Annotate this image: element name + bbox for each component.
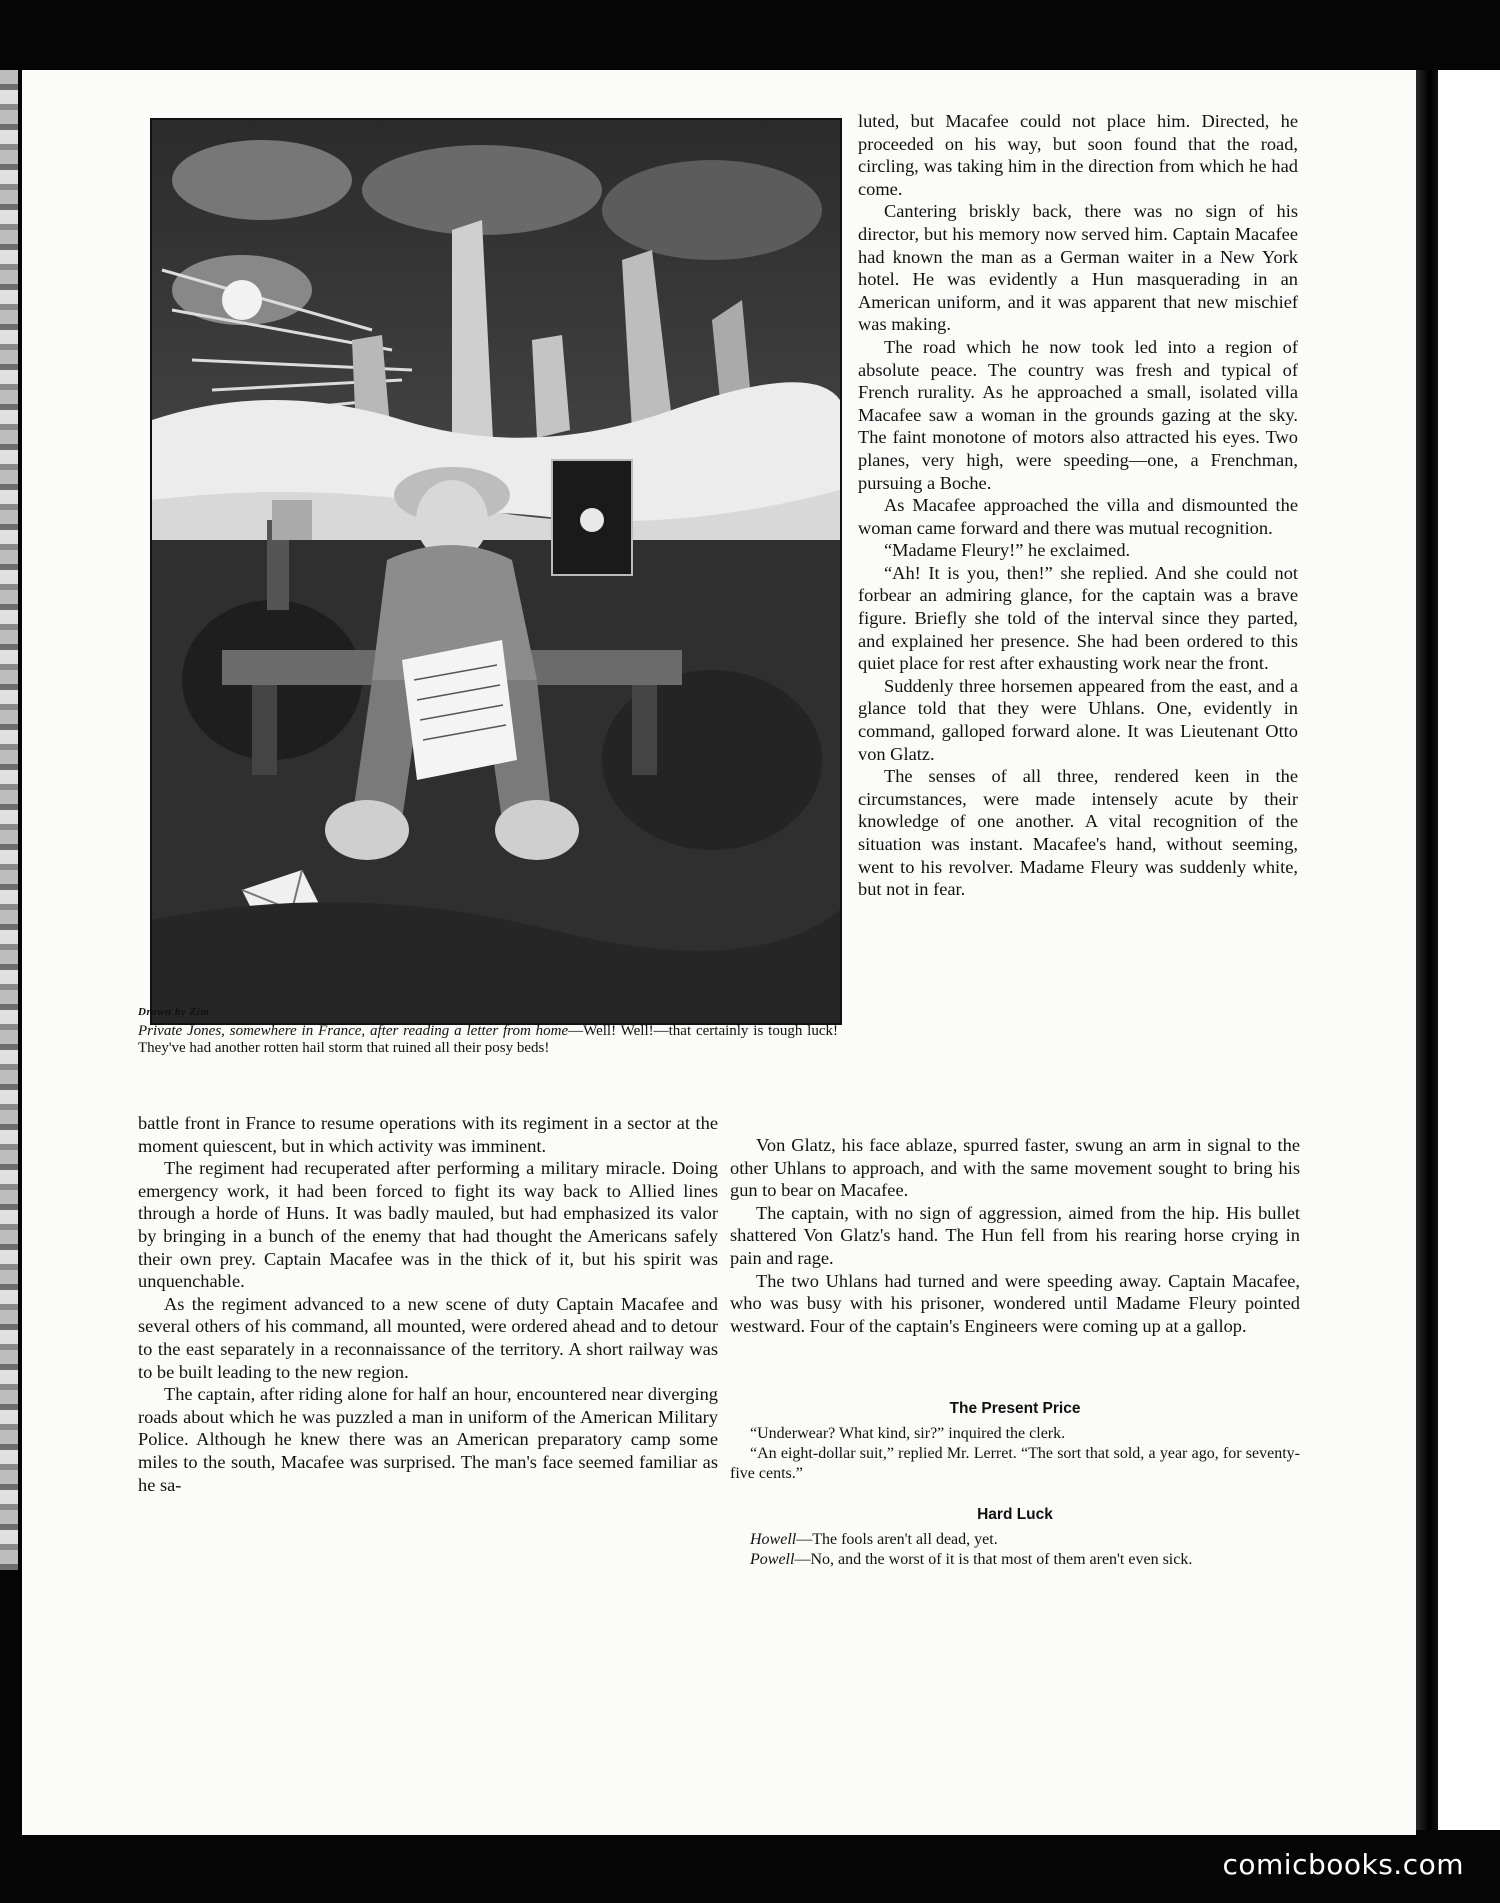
book-gutter <box>1416 70 1438 1830</box>
story-paragraph: The road which he now took led into a region of absolute peace. The country was fresh and typical of French rurality. As he approached a small, isolated villa Macafee saw a woman in the grounds gazing at the sky. The faint monotone of motors also attracted his eyes. Two planes, very high, were speeding—one, a Frenchman, pursuing a Boche. <box>858 336 1298 493</box>
story-paragraph: The senses of all three, rendered keen in the circumstances, were made intensely acute by their knowledge of one another. A vital recognition of the situation was instant. Macafee's hand, without seeming, went to his revolver. Madame Fleury was suddenly white, but not in fear. <box>858 766 1298 900</box>
story-paragraph: Von Glatz, his face ablaze, spurred faster, swung an arm in signal to the other Uhlans to approach, and with the same movement sought to bring his gun to bear on Macafee. <box>730 1135 1300 1201</box>
anecdote-title-hard-luck: Hard Luck <box>977 1506 1053 1523</box>
illustration-drawing <box>152 120 840 1023</box>
story-paragraph: “Ah! It is you, then!” she replied. And she could not forbear an admiring glance, for the captain was a brave figure. Briefly she told of the interval since they parted, and explained her presence. She had been ordered to this quiet place for rest after exhausting work near the front. <box>858 562 1298 674</box>
illustration-credit: Drawn by Zim <box>138 1006 210 1018</box>
story-paragraph: The two Uhlans had turned and were speeding away. Captain Macafee, who was busy with his prisoner, wondered until Madame Fleury pointed westward. Four of the captain's Engineers were coming up at a gallop. <box>730 1270 1300 1336</box>
dialogue-text: —No, and the worst of it is that most of them aren't even sick. <box>794 1551 1193 1568</box>
site-watermark: comicbooks.com <box>1222 1848 1464 1881</box>
caption-italic-part: Private Jones, somewhere in France, after reading a letter from home <box>138 1023 569 1039</box>
spacer <box>730 1484 1300 1506</box>
illustration-caption <box>138 1023 838 1057</box>
anecdote-line: “Underwear? What kind, sir?” inquired the clerk. <box>750 1425 1066 1442</box>
story-paragraph: The captain, after riding alone for half an hour, encountered near diverging roads about which he was puzzled a man in uniform of the American Military Police. Although he knew there was an American preparatory camp some miles to the south, Macafee was surprised. The man's face seemed familiar as he sa- <box>138 1384 718 1495</box>
speaker-name: Howell <box>750 1531 797 1548</box>
caption-text-part: —Well! Well!—that certainly is tough luck! They've had another rotten hail storm that ruined all their posy beds! <box>138 1023 838 1056</box>
anecdote-line: “An eight-dollar suit,” replied Mr. Lerret. “The sort that sold, a year ago, for seventy-five cents.” <box>730 1445 1300 1482</box>
anecdotes-section <box>730 1400 1300 1570</box>
story-paragraph: As the regiment advanced to a new scene of duty Captain Macafee and several others of his command, all mounted, were ordered ahead and to detour to the east separately in a reconnaissance of the territory. A short railway was to be built leading to the new region. <box>138 1293 718 1382</box>
story-paragraph: battle front in France to resume operations with its regiment in a sector at the moment quiescent, but in which activity was imminent. <box>138 1113 718 1156</box>
anecdote-line <box>730 1550 1300 1570</box>
story-paragraph: The captain, with no sign of aggression, aimed from the hip. His bullet shattered Von Glatz's hand. The Hun fell from his rearing horse crying in pain and rage. <box>730 1202 1300 1268</box>
story-paragraph: As Macafee approached the villa and dismounted the woman came forward and there was mutual recognition. <box>858 495 1298 538</box>
facing-page-edge <box>1438 70 1500 1830</box>
story-paragraph: Suddenly three horsemen appeared from the east, and a glance told that they were Uhlans. One, evidently in command, galloped forward alone. It was Lieutenant Otto von Glatz. <box>858 675 1298 764</box>
right-column-story-bottom <box>730 1134 1300 1337</box>
story-paragraph: luted, but Macafee could not place him. Directed, he proceeded on his way, but soon found that the road, circling, was taking him in the direction from which he had come. <box>858 111 1298 199</box>
story-paragraph: “Madame Fleury!” he exclaimed. <box>884 540 1131 561</box>
anecdote-title-present-price: The Present Price <box>949 1400 1081 1417</box>
left-column-story <box>138 1112 718 1496</box>
speaker-name: Powell <box>750 1551 795 1568</box>
illustration-soldier-reading-letter <box>150 118 842 1025</box>
scan-edge-strip <box>0 70 18 1570</box>
right-column-story-top <box>858 110 1298 901</box>
story-paragraph: Cantering briskly back, there was no sign of his director, but his memory now served him. Captain Macafee had known the man as a German waiter in a New York hotel. He was evidently a Hun masquerading in an American uniform, and it was apparent that new mischief was making. <box>858 201 1298 335</box>
anecdote-line <box>730 1530 1300 1550</box>
story-paragraph: The regiment had recuperated after performing a military miracle. Doing emergency work, it had been forced to fight its way back to Allied lines through a horde of Huns. It was badly mauled, but had emphasized its valor by bringing in a bunch of the enemy that had thought the Americans safely their own prey. Captain Macafee was in the thick of it, but his spirit was unquenchable. <box>138 1158 718 1292</box>
dialogue-text: —The fools aren't all dead, yet. <box>796 1531 998 1548</box>
